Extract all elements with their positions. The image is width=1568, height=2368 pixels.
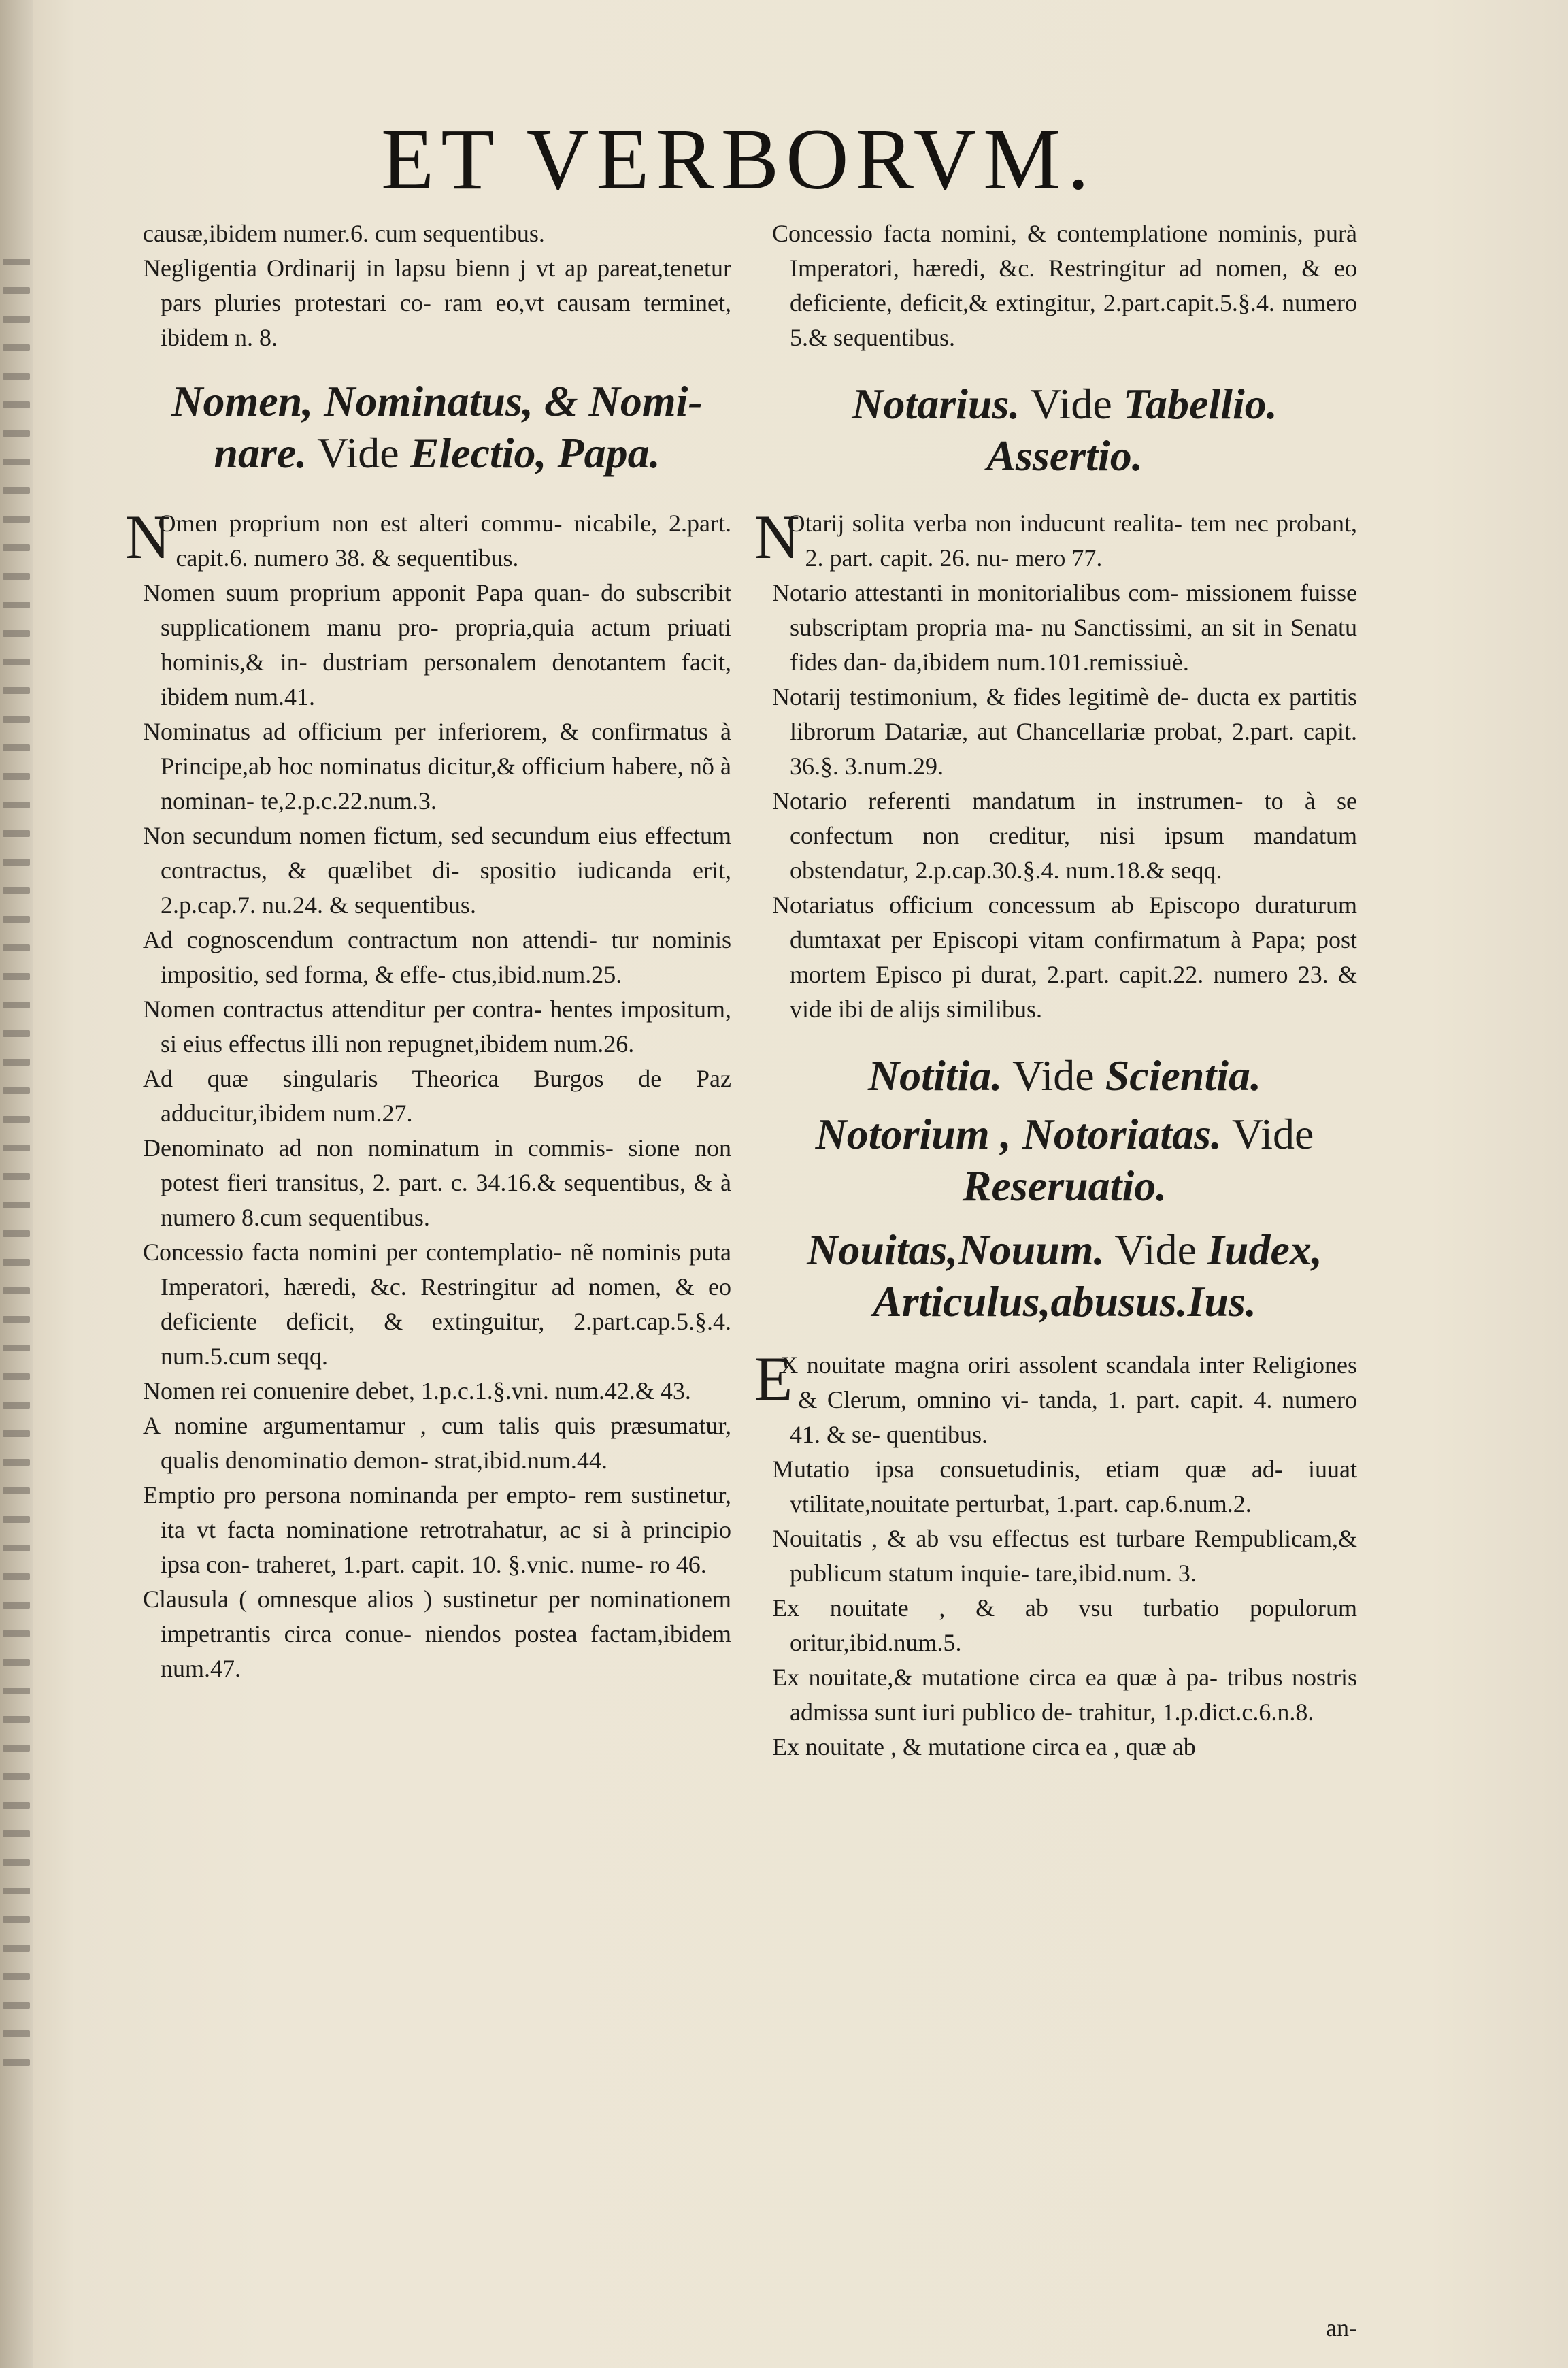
left-entries [143,576,731,1686]
section-heading-notarius: Notarius. Vide Tabellio. Assertio. [852,380,1278,480]
index-entry: Notario referenti mandatum in instrumen- to à se confectum non creditur, nisi ipsum mandatum obstendatur, 2.p.cap.30.§.4. num.18.& seqq. [772,787,1357,884]
index-entry: Notarij testimonium, & fides legitimè de- ducta ex partitis librorum Datariæ, aut Chancellariæ probat, 2.part. capit. 36.§. 3.num.29. [772,683,1357,780]
drop-cap: E [754,1344,793,1413]
section-heading-notitia: Notitia. Vide Scientia. [867,1051,1262,1100]
bleed-through-marks [3,259,30,2088]
index-entry-first: N Omen proprium non est alteri commu- nicabile, 2.part. capit.6. numero 38. & sequentibus. [125,502,731,572]
index-entry: Nomen suum proprium apponit Papa quan- do subscribit supplicationem manu pro- propria,quia actum priuati hominis,& in- dustriam personalem denotantem facit, ibidem num.41. [143,579,731,710]
index-entry: Ad cognoscendum contractum non attendi- tur nominis impositio, sed forma, & effe- ctus,ibid.num.25. [143,926,731,988]
index-entry: A nomine argumentamur , cum talis quis præsumatur, qualis denominatio demon- strat,ibid.num.44. [143,1412,731,1474]
section-heading-nomen: Nomen, Nominatus, & Nomi- nare. Vide Electio, Papa. [171,377,703,477]
index-entry: Notariatus officium concessum ab Episcopo duraturum dumtaxat per Episcopi vitam confirmatum à Papa; post mortem Episco pi durat, 2.part. capit.22. numero 23. & vide ibi de alijs similibus. [772,891,1357,1023]
index-entry: Ex nouitate,& mutatione circa ea quæ à pa- tribus nostris admissa sunt iuri publico de- trahitur, 1.p.dict.c.6.n.8. [772,1664,1357,1726]
index-entry: Negligentia Ordinarij in lapsu bienn j vt ap pareat,tenetur pars pluries protestari co- ram eo,vt causam terminet, ibidem n. 8. [143,254,731,351]
index-entry-first: N Otarij solita verba non inducunt realita- tem nec probant, 2. part. capit. 26. nu- mero 77. [754,502,1357,572]
index-entry: Denominato ad non nominatum in commis- sione non potest fieri transitus, 2. part. c. 34.16.& sequentibus, & à numero 8.cum sequentibus. [143,1134,731,1231]
index-entry: Concessio facta nomini per contemplatio- nẽ nominis puta Imperatori, hæredi, &c. Restringitur ad nomen, & eo deficiente deficit, & extinguitur, 2.part.cap.5.§.4. num.5.cum seqq. [143,1238,731,1370]
index-entry: Emptio pro persona nominanda per empto- rem sustinetur, ita vt facta nominatione retrotrahatur, ac si à principio ipsa con- traheret, 1.part. capit. 10. §.vnic. nume- ro 46. [143,1481,731,1578]
index-entry: Nominatus ad officium per inferiorem, & confirmatus à Principe,ab hoc nominatus dicitur,& officium habere, nõ à nominan- te,2.p.c.22.num.3. [143,718,731,815]
running-head: ET VERBORVM. [381,111,1096,208]
drop-cap: N [125,502,171,572]
right-column [754,216,1357,1764]
index-entry: Concessio facta nomini, & contemplatione nominis, purà Imperatori, hæredi, &c. Restringitur ad nomen, & eo deficiente, deficit,& extingitur, 2.part.capit.5.§.4. numero 5.& sequentibus. [772,220,1357,351]
index-entry: Non secundum nomen fictum, sed secundum eius effectum contractus, & quælibet di- spositio iudicanda erit, 2.p.cap.7. nu.24. & sequentibus. [143,822,731,919]
index-entry: causæ,ibidem numer.6. cum sequentibus. [143,220,545,247]
left-intro [143,216,731,355]
index-entry: Ad quæ singularis Theorica Burgos de Paz adducitur,ibidem num.27. [143,1065,731,1127]
drop-cap: N [754,502,800,572]
left-column [125,216,731,1686]
section-heading-notorium: Notorium , Notoriatas. Vide Reseruatio. [815,1110,1314,1210]
index-entry: Nouitatis , & ab vsu effectus est turbare Rempublicam,& publicum statum inquie- tare,ibid.num. 3. [772,1525,1357,1587]
index-entry: Ex nouitate , & ab vsu turbatio populorum oritur,ibid.num.5. [772,1594,1357,1656]
index-entry: Notario attestanti in monitorialibus com- missionem fuisse subscriptam propria ma- nu Sanctissimi, an sit in Senatu fides dan- da,ibidem num.101.remissiuè. [772,579,1357,676]
index-entry: Clausula ( omnesque alios ) sustinetur per nominationem impetrantis circa conue- niendos postea factam,ibidem num.47. [143,1585,731,1682]
section-heading-nouitas: Nouitas,Nouum. Vide Iudex, Articulus,abusus.Ius. [807,1226,1322,1326]
notarius-entries [772,576,1357,1027]
catchword: an- [1326,2314,1357,2341]
index-entry: Nomen contractus attenditur per contra- hentes impositum, si eius effectus illi non repugnet,ibidem num.26. [143,996,731,1057]
index-entry: Ex nouitate , & mutatione circa ea , quæ ab [772,1733,1196,1760]
index-entry-first: E X nouitate magna oriri assolent scandala inter Religiones & Clerum, omnino vi- tanda, 1. part. capit. 4. numero 41. & se- quentibus. [754,1344,1357,1448]
right-intro [772,216,1357,355]
index-entry: Nomen rei conuenire debet, 1.p.c.1.§.vni. num.42.& 43. [143,1377,691,1404]
index-entry: Mutatio ipsa consuetudinis, etiam quæ ad- iuuat vtilitate,nouitate perturbat, 1.part. cap.6.num.2. [772,1456,1357,1517]
nouitas-entries [772,1452,1357,1764]
binding-gutter [0,0,33,2368]
